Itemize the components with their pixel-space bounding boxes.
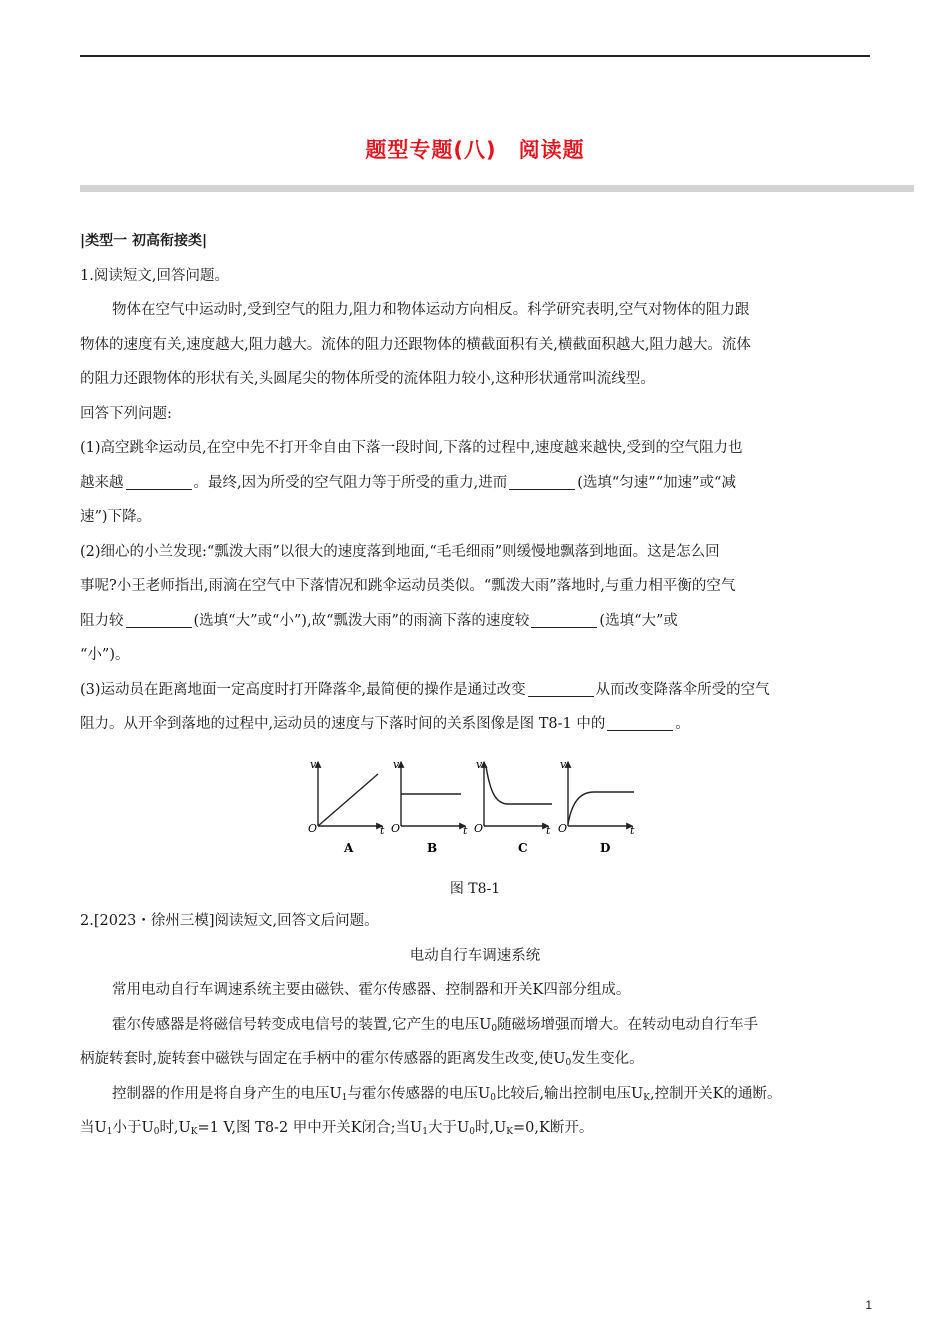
graph-label: B <box>427 841 438 855</box>
text: 时,U <box>474 1120 507 1136</box>
subscript: K <box>643 1092 651 1103</box>
q1-sub2-line <box>80 604 870 639</box>
text: (选填“大”或“小”),故“瓢泼大雨”的雨滴下落的速度较 <box>193 612 530 629</box>
text: 。 <box>675 716 690 732</box>
text: 霍尔传感器是将磁信号转变成电信号的装置,它产生的电压U <box>112 1016 492 1033</box>
q2-heading: 电动自行车调速系统 <box>409 947 541 964</box>
svg-text:t: t <box>463 824 468 837</box>
text: 比较后,输出控制电压U <box>495 1085 644 1102</box>
answer-blank[interactable] <box>531 612 597 628</box>
curve-d <box>568 792 634 824</box>
text: (选填“匀速”“加速”或“减 <box>577 474 736 491</box>
subscript: 1 <box>341 1092 348 1103</box>
q1-ask: 回答下列问题: <box>80 405 172 422</box>
svg-text:v: v <box>476 758 483 771</box>
q1-sub2-line: 事呢?小王老师指出,雨滴在空气中下落情况和跳伞运动员类似。“瓢泼大雨”落地时,与重力相平衡的空气 <box>80 578 736 594</box>
svg-text:O: O <box>391 822 401 835</box>
q1-intro: 1.阅读短文,回答问题。 <box>80 267 229 284</box>
text: 与霍尔传感器的电压U <box>347 1085 491 1102</box>
text: 控制器的作用是将自身产生的电压U <box>112 1085 342 1102</box>
text: 发生变化。 <box>571 1051 644 1067</box>
q1-sub3-line <box>80 707 870 742</box>
subscript: 1 <box>106 1127 113 1137</box>
text: 柄旋转套时,旋转套中磁铁与固定在手柄中的霍尔传感器的距离发生改变,使U <box>80 1051 566 1067</box>
q2-paragraph-line <box>80 1077 870 1112</box>
section-tag: |类型一 初高衔接类| <box>80 233 208 249</box>
figure-t8-1 <box>300 756 650 866</box>
q2-intro: 2.[2023・徐州三模]阅读短文,回答文后问题。 <box>80 913 379 929</box>
document-body <box>80 224 870 742</box>
q1-sub1-line <box>80 466 870 501</box>
graph-label: A <box>344 841 354 855</box>
svg-text:O: O <box>558 822 568 835</box>
q1-paragraph-line: 物体在空气中运动时,受到空气的阻力,阻力和物体运动方向相反。科学研究表明,空气对物体的阻力跟 <box>112 302 750 318</box>
q1-sub3-line <box>80 673 870 708</box>
curve-c <box>486 766 552 804</box>
answer-blank[interactable] <box>126 474 192 490</box>
text: 时,U <box>159 1120 191 1136</box>
q1-paragraph-line: 物体的速度有关,速度越大,阻力越大。流体的阻力还跟物体的横截面积有关,横截面积越大,阻力越大。流体 <box>80 336 751 353</box>
text: (3)运动员在距离地面一定高度时打开降落伞,最简便的操作是通过改变 <box>80 681 526 698</box>
subscript: K <box>506 1127 514 1137</box>
text: (选填“大”或 <box>599 612 678 629</box>
text: =1 V,图 T8-2 甲中开关K闭合;当U <box>197 1120 423 1136</box>
svg-text:v: v <box>393 758 400 771</box>
subscript: K <box>190 1127 198 1137</box>
title-divider <box>80 185 914 192</box>
text: 大于U <box>427 1120 470 1136</box>
text: 越来越 <box>80 474 124 491</box>
text: 。最终,因为所受的空气阻力等于所受的重力,进而 <box>193 474 508 491</box>
graph-b <box>391 758 468 855</box>
q1-sub2-line: “小”)。 <box>80 647 130 663</box>
page-title: 题型专题(八) 阅读题 <box>365 138 585 162</box>
graph-label: C <box>518 841 528 855</box>
svg-text:O: O <box>474 822 484 835</box>
q2-paragraph-line <box>80 1008 870 1043</box>
q1-sub1-line: (1)高空跳伞运动员,在空中先不打开伞自由下落一段时间,下落的过程中,速度越来越快,受到的空气阻力也 <box>80 440 743 456</box>
answer-blank[interactable] <box>126 612 192 628</box>
figure-caption: 图 T8-1 <box>449 881 501 897</box>
top-rule <box>80 55 870 57</box>
answer-blank[interactable] <box>528 681 594 697</box>
q1-sub1-line: 速”)下降。 <box>80 509 152 525</box>
graph-d <box>558 758 635 855</box>
text: 小于U <box>112 1120 154 1136</box>
q2-body <box>80 904 870 1146</box>
subscript: 0 <box>490 1092 496 1103</box>
svg-text:v: v <box>310 758 317 771</box>
q1-sub2-line: (2)细心的小兰发现:“瓢泼大雨”以很大的速度落到地面,“毛毛细雨”则缓慢地飘落到地面。这是怎么回 <box>80 543 720 560</box>
q2-paragraph-line <box>80 1042 870 1077</box>
subscript: 0 <box>153 1127 160 1137</box>
curve-a <box>318 774 378 826</box>
text: =0,K断开。 <box>513 1120 594 1136</box>
q2-paragraph-line <box>80 1111 870 1146</box>
q2-paragraph-line: 常用电动自行车调速系统主要由磁铁、霍尔传感器、控制器和开关K四部分组成。 <box>112 982 631 998</box>
text: ,控制开关K的通断。 <box>650 1085 782 1102</box>
graph-c <box>474 758 552 855</box>
text: 随磁场增强而增大。在转动电动自行车手 <box>497 1016 759 1033</box>
text: 当U <box>80 1120 107 1136</box>
subscript: 0 <box>469 1127 475 1137</box>
graph-label: D <box>600 841 611 855</box>
subscript: 0 <box>491 1023 498 1034</box>
page-number: 1 <box>865 1298 872 1312</box>
text: 从而改变降落伞所受的空气 <box>595 681 770 698</box>
svg-text:O: O <box>308 822 318 835</box>
text: 阻力。从开伞到落地的过程中,运动员的速度与下落时间的关系图像是图 T8-1 中的 <box>80 716 606 732</box>
answer-blank[interactable] <box>509 474 575 490</box>
svg-text:t: t <box>630 824 635 837</box>
svg-text:t: t <box>380 824 385 837</box>
subscript: 1 <box>422 1127 428 1137</box>
subscript: 0 <box>565 1058 572 1068</box>
svg-text:t: t <box>546 824 551 837</box>
q1-paragraph-line: 的阻力还跟物体的形状有关,头圆尾尖的物体所受的流体阻力较小,这种形状通常叫流线型。 <box>80 371 655 387</box>
text: 阻力较 <box>80 612 124 629</box>
svg-text:v: v <box>560 758 567 771</box>
answer-blank[interactable] <box>607 716 673 732</box>
graph-a <box>308 758 385 855</box>
